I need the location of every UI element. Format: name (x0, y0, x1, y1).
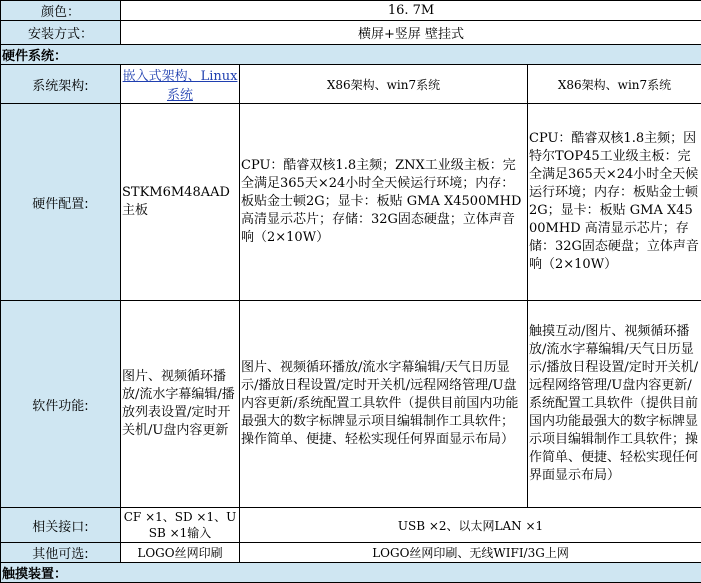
row-hw-config (1, 104, 701, 301)
arch-col2: X86架构、win7系统 (240, 65, 528, 104)
arch-col1-link[interactable]: 嵌入式架构、Linux系统 (123, 69, 238, 103)
row-color (1, 1, 701, 21)
row-software (1, 301, 701, 508)
options-label: 其他可选: (1, 543, 121, 563)
install-value: 横屏+竖屏 壁挂式 (121, 21, 701, 45)
row-hardware-section (1, 45, 701, 65)
hardware-section-title: 硬件系统： (1, 45, 701, 65)
hw-config-col2: CPU：酷睿双核1.8主频；ZNX工业级主板：完全满足365天×24小时全天候运行环境；内存：板贴金士顿2G；显卡：板贴 GMA X4500MHD 高清显示芯片；存储：32G固态硬盘；立体声音响（2×10W） (240, 104, 528, 301)
ports-col23: USB ×2、以太网LAN ×1 (240, 508, 701, 543)
install-label: 安装方式： (1, 21, 121, 45)
ports-label: 相关接口: (1, 508, 121, 543)
arch-col3: X86架构、win7系统 (528, 65, 701, 104)
hw-config-col3: CPU：酷睿双核1.8主频；因特尔TOP45工业级主板：完全满足365天×24小时全天候运行环境；内存：板贴金士顿2G；显卡：板贴 GMA X4500MHD 高清显示芯片；存储：32G固态硬盘；立体声音响（2×10W） (528, 104, 701, 301)
options-col23: LOGO丝网印刷、无线WIFI/3G上网 (240, 543, 701, 563)
hw-config-label: 硬件配置: (1, 104, 121, 301)
color-label: 颜色： (1, 1, 121, 21)
arch-label: 系统架构: (1, 65, 121, 104)
software-col2: 图片、视频循环播放/流水字幕编辑/天气日历显示/播放日程设置/定时开关机/远程网络管理/U盘内容更新/系统配置工具软件（提供目前国内功能最强大的数字标牌显示项目编辑制作工具软件；操作简单、便捷、轻松实现任何界面显示布局） (240, 301, 528, 508)
row-ports (1, 508, 701, 543)
color-value: 16. 7M (121, 1, 701, 21)
row-arch (1, 65, 701, 104)
software-col1: 图片、视频循环播放/流水字幕编辑/播放列表设置/定时开关机/U盘内容更新 (121, 301, 240, 508)
touch-section-title: 触摸装置： (1, 563, 701, 583)
ports-col1: CF ×1、SD ×1、USB ×1输入 (121, 508, 240, 543)
arch-col1 (121, 65, 240, 104)
options-col1: LOGO丝网印刷 (121, 543, 240, 563)
hw-config-col1: STKM6M48AAD主板 (121, 104, 240, 301)
row-options (1, 543, 701, 563)
row-touch-section (1, 563, 701, 583)
software-label: 软件功能: (1, 301, 121, 508)
row-install (1, 21, 701, 45)
software-col3: 触摸互动/图片、视频循环播放/流水字幕编辑/天气日历显示/播放日程设置/定时开关机/远程网络管理/U盘内容更新/系统配置工具软件（提供目前国内功能最强大的数字标牌显示项目编辑制作工具软件；操作简单、便捷、轻松实现任何界面显示布局） (528, 301, 701, 508)
